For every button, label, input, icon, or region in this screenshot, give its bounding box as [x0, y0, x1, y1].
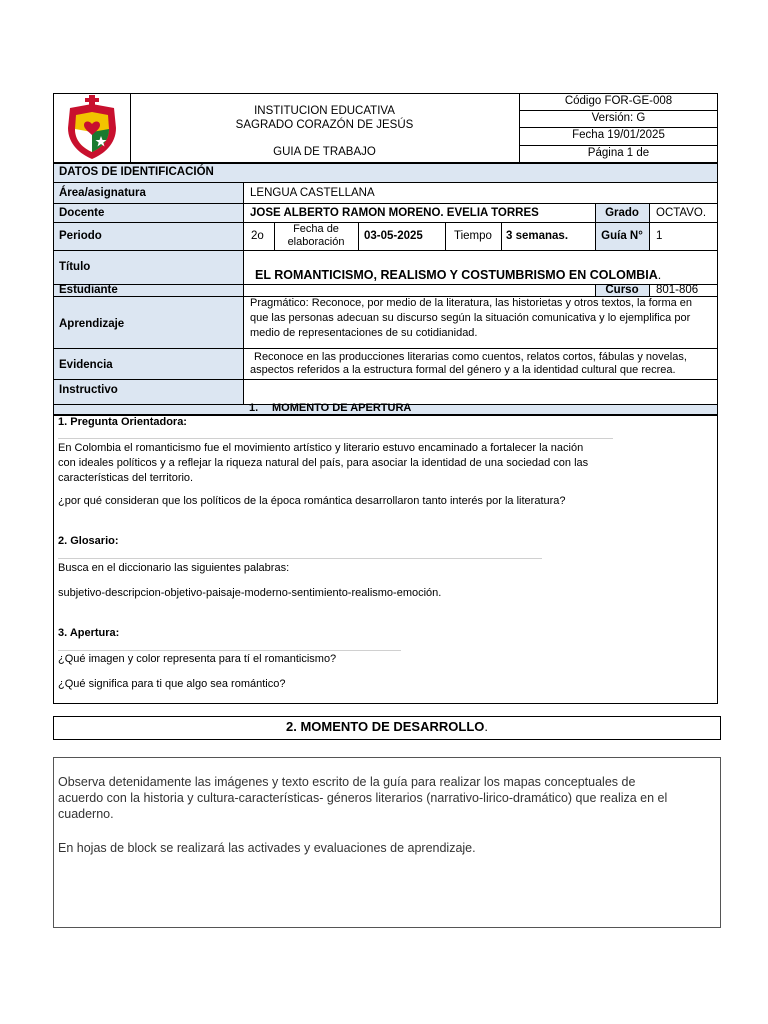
doc-type: GUIA DE TRABAJO: [273, 146, 376, 158]
desarrollo-line-1: Observa detenidamente las imágenes y texto escrito de la guía para realizar los mapas conceptuales de: [58, 775, 636, 789]
fecha: Fecha 19/01/2025: [572, 129, 665, 141]
q3-title: 3. Apertura:: [58, 627, 120, 639]
evidencia-label: Evidencia: [59, 359, 113, 371]
titulo-label: Título: [59, 261, 91, 273]
docente-value: JOSE ALBERTO RAMON MORENO. EVELIA TORRES: [250, 207, 539, 219]
guia-value: 1: [656, 230, 663, 242]
q3-question-1: ¿Qué imagen y color representa para tí el romanticismo?: [58, 653, 337, 665]
q1-line-3: características del territorio.: [58, 472, 194, 484]
periodo-label: Periodo: [59, 230, 102, 242]
q1-line-2: con ideales políticos y a reflejar la riqueza natural del país, para asociar la identidad de una sociedad con las: [58, 457, 589, 469]
tiempo-value: 3 semanas.: [506, 230, 569, 242]
instructivo-label: Instructivo: [59, 384, 118, 396]
q1-line-1: En Colombia el romanticismo fue el movimiento artístico y literario estuvo encaminado a fortalecer la nación: [58, 442, 584, 454]
evidencia-line-2: aspectos referidos a la estructura formal del género y a la identidad cultural que recrea.: [250, 364, 676, 376]
desarrollo-title: 2. MOMENTO DE DESARROLLO.: [285, 719, 488, 734]
desarrollo-para-2: En hojas de block se realizará las activades y evaluaciones de aprendizaje.: [58, 841, 476, 855]
apertura-title: MOMENTO DE APERTURA: [272, 402, 412, 414]
curso-label: Curso: [605, 284, 639, 296]
q2-text: Busca en el diccionario las siguientes palabras:: [58, 562, 290, 574]
docente-label: Docente: [59, 207, 105, 219]
fecha-elaboracion-label-2: elaboración: [287, 236, 345, 248]
curso-value: 801-806: [656, 284, 699, 296]
aprendizaje-line-1: Pragmático: Reconoce, por medio de la literatura, las historietas y otros textos, la forma en: [250, 297, 693, 309]
aprendizaje-line-2: que las personas adecuan su discurso según la situación comunicativa y lo ejemplifica por: [250, 312, 691, 324]
apertura-number: 1.: [249, 402, 259, 414]
codigo: Código FOR-GE-008: [564, 95, 673, 107]
titulo-value: EL ROMANTICISMO, REALISMO Y COSTUMBRISMO EN COLOMBIA.: [255, 268, 662, 282]
guia-label: Guía N°: [601, 230, 643, 242]
area-label: Área/asignatura: [59, 187, 146, 199]
institution-line1: INSTITUCION EDUCATIVA: [254, 105, 395, 117]
desarrollo-line-2: acuerdo con la historia y cultura-características- géneros literarios (narrativo-lirico-dramático) que realiza en el: [58, 791, 668, 805]
pagina: Página 1 de: [587, 147, 650, 159]
grado-label: Grado: [605, 207, 639, 219]
estudiante-label: Estudiante: [59, 284, 118, 296]
q2-words: subjetivo-descripcion-objetivo-paisaje-moderno-sentimiento-realismo-emoción.: [58, 587, 442, 599]
desarrollo-line-3: cuaderno.: [58, 807, 114, 821]
q3-question-2: ¿Qué significa para ti que algo sea romántico?: [58, 678, 286, 690]
school-logo: [58, 94, 126, 162]
q1-title: 1. Pregunta Orientadora:: [58, 416, 187, 428]
institution-line2: SAGRADO CORAZÓN DE JESÚS: [235, 119, 414, 131]
fecha-elaboracion-value: 03-05-2025: [364, 230, 423, 242]
periodo-value: 2o: [251, 230, 264, 242]
grado-value: OCTAVO.: [656, 207, 707, 219]
q2-title: 2. Glosario:: [58, 535, 119, 547]
evidencia-line-1: Reconoce en las producciones literarias como cuentos, relatos cortos, fábulas y novelas,: [254, 351, 687, 363]
section-title-identificacion: DATOS DE IDENTIFICACIÓN: [59, 166, 214, 178]
tiempo-label: Tiempo: [454, 230, 492, 242]
q1-question: ¿por qué consideran que los políticos de la época romántica desarrollaron tanto interés por la literatura?: [58, 495, 566, 507]
aprendizaje-line-3: medio de representaciones de su cotidianidad.: [250, 327, 478, 339]
aprendizaje-label: Aprendizaje: [59, 318, 125, 330]
version: Versión: G: [591, 112, 646, 124]
area-value: LENGUA CASTELLANA: [250, 187, 375, 199]
fecha-elaboracion-label-1: Fecha de: [293, 223, 339, 235]
